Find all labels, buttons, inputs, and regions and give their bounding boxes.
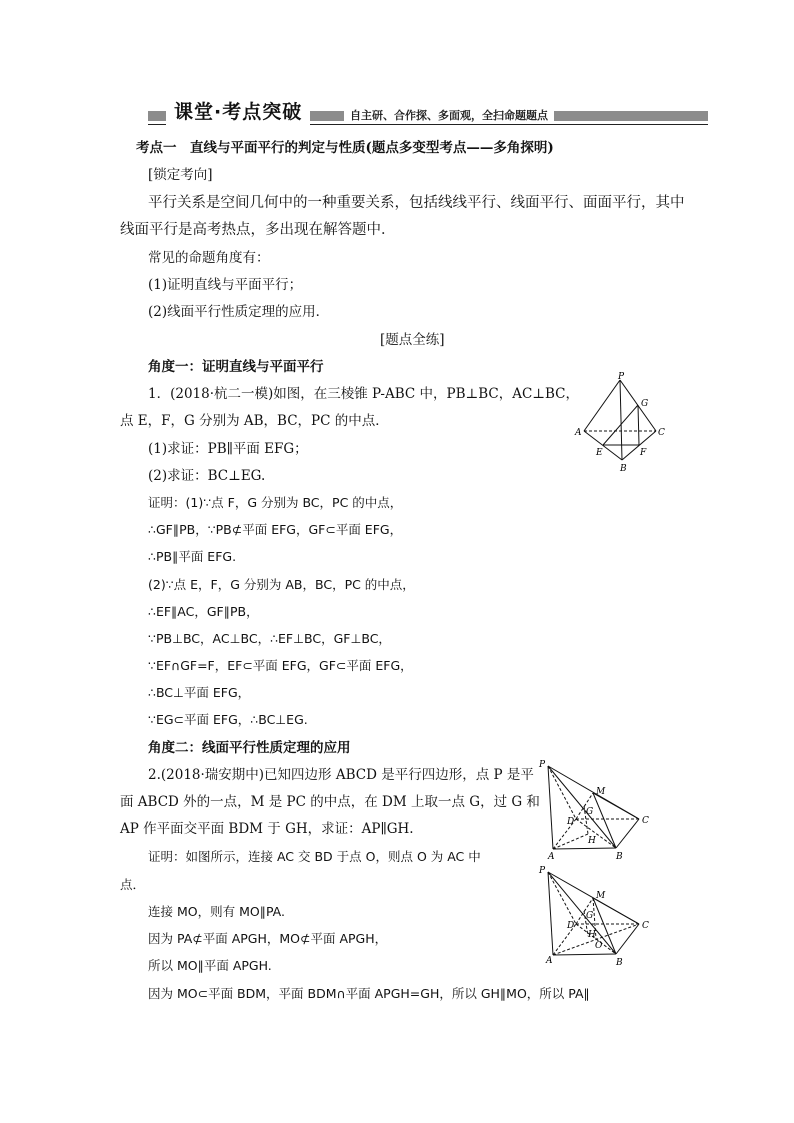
section-label-lock: [锁定考向] bbox=[148, 167, 213, 183]
banner-title: 课堂·考点突破 bbox=[166, 99, 310, 125]
figure-label: G bbox=[586, 807, 594, 817]
proof-line: ∵PB⊥BC，AC⊥BC，∴EF⊥BC，GF⊥BC， bbox=[148, 631, 391, 646]
figure-tetrahedron bbox=[570, 372, 670, 474]
figure-label: F bbox=[640, 448, 647, 458]
proof-line: 所以 MO∥平面 APGH. bbox=[148, 958, 272, 973]
figure-label: P bbox=[618, 372, 625, 382]
figure-pyramid-2 bbox=[536, 866, 660, 970]
figure-label: B bbox=[616, 958, 623, 968]
problem-line: (1)求证：PB∥平面 EFG； bbox=[148, 441, 308, 457]
paragraph-line: (2)线面平行性质定理的应用． bbox=[148, 304, 330, 320]
figure-label: C bbox=[658, 428, 665, 438]
proof-line: (2)∵点 E，F，G 分别为 AB，BC，PC 的中点， bbox=[148, 577, 415, 592]
banner-subtitle: 自主研、合作探、多面观，全扫命题题点 bbox=[344, 108, 554, 124]
proof-line: 因为 PA⊄平面 APGH，MO⊄平面 APGH， bbox=[148, 931, 388, 946]
problem-line: 面 ABCD 外的一点，M 是 PC 的中点，在 DM 上取一点 G，过 G 和 bbox=[120, 794, 540, 810]
figure-label: D bbox=[567, 817, 575, 827]
figure-label: B bbox=[620, 464, 627, 474]
figure-label: C bbox=[642, 921, 649, 931]
problem-line: AP 作平面交平面 BDM 于 GH，求证：AP∥GH. bbox=[120, 821, 414, 837]
paragraph-line: 常见的命题角度有： bbox=[148, 250, 270, 266]
proof-line: ∴GF∥PB，∵PB⊄平面 EFG，GF⊂平面 EFG， bbox=[148, 522, 403, 537]
paragraph-line: (1)证明直线与平面平行； bbox=[148, 277, 303, 293]
figure-label: A bbox=[575, 428, 582, 438]
figure-label: G bbox=[641, 399, 649, 409]
proof-line: 因为 MO⊂平面 BDM，平面 BDM∩平面 APGH=GH，所以 GH∥MO，所以 PA∥ bbox=[148, 986, 590, 1001]
proof-line: ∴EF∥AC，GF∥PB， bbox=[148, 604, 259, 619]
figure-pyramid-1 bbox=[536, 758, 660, 862]
figure-label: H bbox=[588, 930, 596, 940]
angle-heading: 角度一：证明直线与平面平行 bbox=[148, 359, 324, 375]
figure-label: A bbox=[546, 956, 553, 966]
figure-label: E bbox=[596, 448, 603, 458]
section-banner bbox=[148, 103, 708, 123]
figure-label: O bbox=[595, 941, 603, 951]
problem-line: (2)求证：BC⊥EG. bbox=[148, 468, 266, 484]
angle-heading: 角度二：线面平行性质定理的应用 bbox=[148, 740, 351, 756]
problem-line: 点 E，F，G 分别为 AB，BC，PC 的中点． bbox=[120, 413, 389, 429]
proof-line: 证明：如图所示，连接 AC 交 BD 于点 O，则点 O 为 AC 中 bbox=[148, 849, 481, 864]
proof-line: ∴BC⊥平面 EFG， bbox=[148, 685, 251, 700]
paragraph-line: 线面平行是高考热点，多出现在解答题中． bbox=[120, 222, 396, 238]
figure-label: G bbox=[586, 911, 594, 921]
figure-label: D bbox=[567, 921, 575, 931]
problem-line: 1．(2018·杭二一模)如图，在三棱锥 P-ABC 中，PB⊥BC，AC⊥BC， bbox=[148, 386, 579, 402]
figure-label: M bbox=[596, 787, 606, 797]
topic-heading: 考点一 直线与平面平行的判定与性质(题点多变型考点——多角探明) bbox=[136, 140, 554, 156]
proof-line: ∵EG⊂平面 EFG，∴BC⊥EG. bbox=[148, 712, 308, 727]
figure-label: C bbox=[642, 816, 649, 826]
section-label-drill: [题点全练] bbox=[380, 332, 445, 348]
paragraph-line: 平行关系是空间几何中的一种重要关系，包括线线平行、线面平行、面面平行，其中 bbox=[148, 195, 685, 211]
proof-line: ∴PB∥平面 EFG. bbox=[148, 549, 237, 564]
problem-line: 2.(2018·瑞安期中)已知四边形 ABCD 是平行四边形，点 P 是平 bbox=[148, 767, 534, 783]
figure-label: A bbox=[548, 852, 555, 862]
figure-label: P bbox=[539, 760, 546, 770]
proof-line: 连接 MO，则有 MO∥PA. bbox=[148, 904, 285, 919]
proof-line: 证明：(1)∵点 F，G 分别为 BC，PC 的中点， bbox=[148, 495, 403, 510]
proof-line: 点． bbox=[120, 877, 146, 892]
figure-label: P bbox=[539, 866, 546, 876]
figure-label: B bbox=[616, 852, 623, 862]
figure-label: H bbox=[588, 836, 596, 846]
figure-label: M bbox=[596, 891, 606, 901]
proof-line: ∵EF∩GF=F，EF⊂平面 EFG，GF⊂平面 EFG， bbox=[148, 658, 413, 673]
